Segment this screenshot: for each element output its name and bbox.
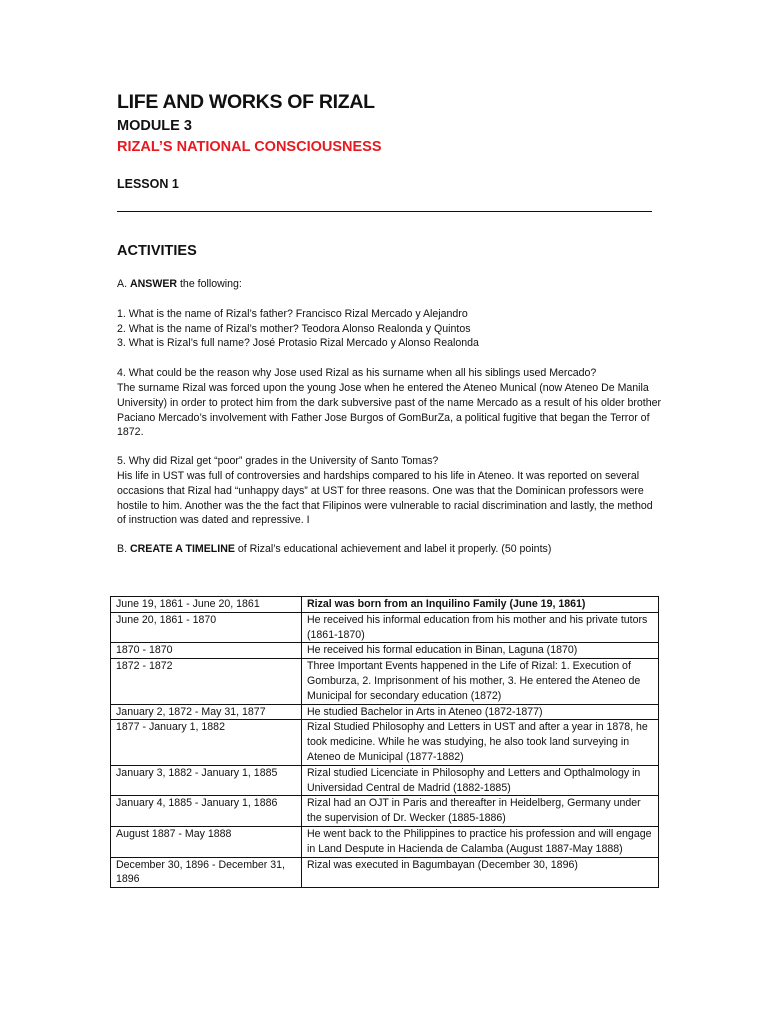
question-5: 5. Why did Rizal get “poor” grades in the University of Santo Tomas? [117, 455, 439, 468]
table-row [111, 704, 659, 720]
timeline-event: Three Important Events happened in the Life of Rizal: 1. Execution of Gomburza, 2. Imprisonment of his mother, 3. He entered the Ateneo de Municipal for secondary education (1872) [302, 659, 659, 704]
question-4-block [117, 366, 662, 440]
section-a-instruction: A. ANSWER the following: [117, 278, 242, 290]
timeline-date: January 4, 1885 - January 1, 1886 [111, 796, 302, 827]
table-row [111, 826, 659, 857]
timeline-date: January 3, 1882 - January 1, 1885 [111, 765, 302, 796]
table-row [111, 597, 659, 613]
answer-5: His life in UST was full of controversies and hardships compared to his life in Ateneo. It was reported on several occasions that Rizal had “unhappy days” at UST for three reasons. One was that the Dominican professors were hostile to him. Another was the the fact that Filipinos were vulnerable to racial discrimination and lastly, the method of instruction was dated and repressive. I [117, 469, 653, 527]
lesson-label: LESSON 1 [117, 177, 179, 191]
timeline-event: He received his formal education in Binan, Laguna (1870) [302, 643, 659, 659]
table-row [111, 765, 659, 796]
module-label: MODULE 3 [117, 118, 192, 134]
question-2: 2. What is the name of Rizal’s mother? Teodora Alonso Realonda y Quintos [117, 322, 471, 335]
question-1: 1. What is the name of Rizal’s father? Francisco Rizal Mercado y Alejandro [117, 307, 468, 320]
table-row [111, 720, 659, 765]
document-page [117, 90, 662, 557]
question-4: 4. What could be the reason why Jose used Rizal as his surname when all his siblings used Mercado? [117, 367, 597, 380]
timeline-date: 1877 - January 1, 1882 [111, 720, 302, 765]
timeline-event: Rizal was executed in Bagumbayan (December 30, 1896) [302, 857, 659, 888]
table-row [111, 659, 659, 704]
section-a-keyword: ANSWER [129, 278, 178, 290]
table-row [111, 612, 659, 643]
section-b-instruction: B. CREATE A TIMELINE of Rizal’s educational achievement and label it properly. (50 points) [117, 543, 552, 556]
timeline-date: 1872 - 1872 [111, 659, 302, 704]
module-subtitle: RIZAL’S NATIONAL CONSCIOUSNESS [117, 139, 382, 155]
timeline-event: He went back to the Philippines to practice his profession and will engage in Land Despute in Hacienda de Calamba (August 1887-May 1888) [302, 826, 659, 857]
timeline-event: He received his informal education from his mother and his private tutors (1861-1870) [302, 612, 659, 643]
table-row [111, 857, 659, 888]
table-row [111, 643, 659, 659]
timeline-date: December 30, 1896 - December 31, 1896 [111, 857, 302, 888]
timeline-date: 1870 - 1870 [111, 643, 302, 659]
timeline-table [110, 596, 659, 888]
timeline-event: Rizal Studied Philosophy and Letters in UST and after a year in 1878, he took medicine. While he was studying, he also took land surveying in Ateneo de Municipal (1877-1882) [302, 720, 659, 765]
timeline-date: June 19, 1861 - June 20, 1861 [111, 597, 302, 613]
section-heading: ACTIVITIES [117, 243, 197, 259]
timeline-event: Rizal studied Licenciate in Philosophy and Letters and Opthalmology in Universidad Central de Madrid (1882-1885) [302, 765, 659, 796]
timeline-date: August 1887 - May 1888 [111, 826, 302, 857]
timeline-event: He studied Bachelor in Arts in Ateneo (1872-1877) [302, 704, 659, 720]
answer-4: The surname Rizal was forced upon the young Jose when he entered the Ateneo Munical (now Ateneo De Manila University) in order to protect him from the dark subversive past of the name Mercado as a result of his older brother Paciano Mercado’s involvement with Father Jose Burgos of GomBurZa, a political fugitive that began the Terror of 1872. [117, 381, 662, 439]
document-title: LIFE AND WORKS OF RIZAL [117, 91, 375, 113]
question-5-block [117, 454, 662, 528]
timeline-date: January 2, 1872 - May 31, 1877 [111, 704, 302, 720]
timeline-event: Rizal had an OJT in Paris and thereafter in Heidelberg, Germany under the supervision of Dr. Wecker (1885-1886) [302, 796, 659, 827]
timeline-event: Rizal was born from an Inquilino Family (June 19, 1861) [302, 597, 659, 613]
section-b-keyword: CREATE A TIMELINE [129, 543, 235, 556]
question-list [117, 307, 662, 351]
question-3: 3. What is Rizal’s full name? José Protasio Rizal Mercado y Alonso Realonda [117, 337, 479, 350]
table-row [111, 796, 659, 827]
divider [117, 211, 652, 212]
timeline-date: June 20, 1861 - 1870 [111, 612, 302, 643]
